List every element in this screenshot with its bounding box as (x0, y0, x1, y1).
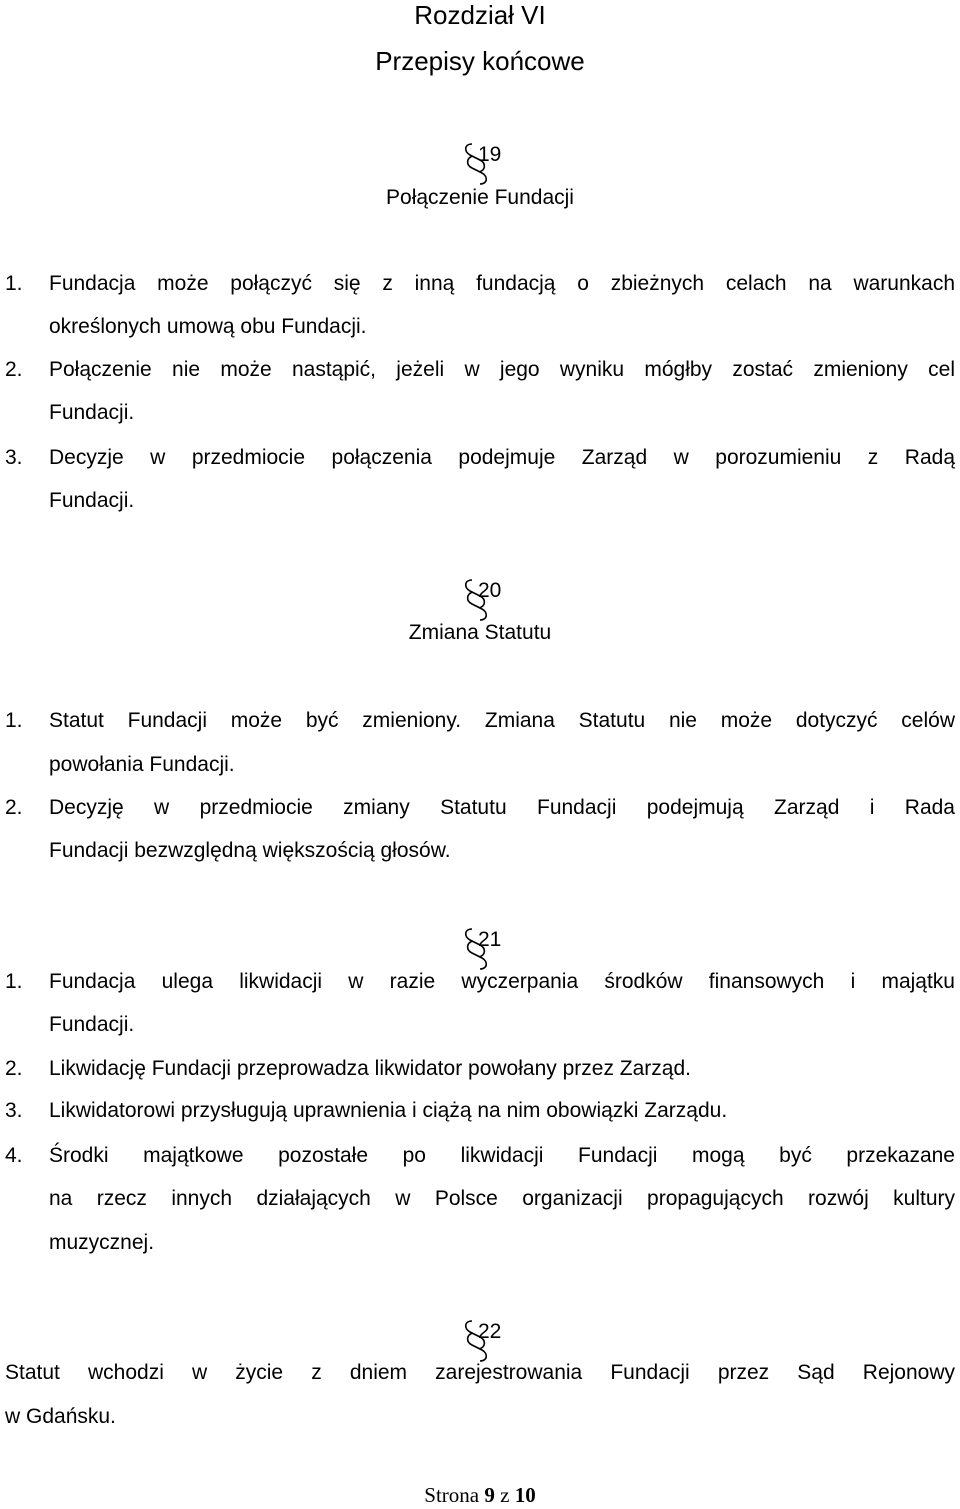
item-number: 1. (5, 970, 23, 993)
chapter-title: Przepisy końcowe (375, 46, 585, 76)
item-line: Likwidatorowi przysługują uprawnienia i ciążą na nim obowiązki Zarządu. (49, 1099, 728, 1122)
section-20-number: 20 (478, 579, 502, 602)
footer-total-pages: 10 (514, 1483, 536, 1507)
item-number: 2. (5, 358, 23, 381)
item-number: 3. (5, 1099, 23, 1122)
item-line: Statut Fundacji może być zmieniony. Zmiana Statutu nie może dotyczyć celów (49, 709, 955, 732)
item-number: 1. (5, 709, 23, 732)
section-20-heading: Zmiana Statutu (408, 621, 552, 644)
item-line: Fundacji. (49, 489, 135, 512)
section-19-heading: Połączenie Fundacji (386, 186, 574, 209)
footer-prefix: Strona (424, 1483, 480, 1507)
chapter-label: Rozdział VI (414, 0, 546, 30)
section-22-text-line-2: w Gdańsku. (5, 1405, 116, 1428)
item-number: 4. (5, 1144, 23, 1167)
item-number: 3. (5, 446, 23, 469)
item-line: Fundacja może połączyć się z inną fundacją o zbieżnych celach na warunkach (49, 272, 955, 295)
item-line: powołania Fundacji. (49, 753, 235, 776)
item-line: Decyzję w przedmiocie zmiany Statutu Fundacji podejmują Zarząd i Rada (49, 796, 955, 819)
item-line: Fundacji bezwzględną większością głosów. (49, 839, 451, 862)
item-line: Likwidację Fundacji przeprowadza likwidator powołany przez Zarząd. (49, 1057, 691, 1080)
item-line: Środki majątkowe pozostałe po likwidacji Fundacji mogą być przekazane (49, 1144, 955, 1167)
item-number: 2. (5, 1057, 23, 1080)
item-number: 2. (5, 796, 23, 819)
footer-page-number: 9 (484, 1483, 495, 1507)
section-22-number: 22 (478, 1320, 502, 1343)
section-21-number: 21 (478, 928, 502, 951)
item-line: Decyzje w przedmiocie połączenia podejmuje Zarząd w porozumieniu z Radą (49, 446, 955, 469)
item-line: muzycznej. (49, 1231, 155, 1254)
item-line: określonych umową obu Fundacji. (49, 315, 367, 338)
section-19-number: 19 (478, 143, 502, 166)
item-line: na rzecz innych działających w Polsce organizacji propagujących rozwój kultury (49, 1187, 955, 1210)
item-line: Połączenie nie może nastąpić, jeżeli w jego wyniku mógłby zostać zmieniony cel (49, 358, 955, 381)
page-footer (0, 1483, 960, 1508)
item-number: 1. (5, 272, 23, 295)
item-line: Fundacja ulega likwidacji w razie wyczerpania środków finansowych i majątku (49, 970, 955, 993)
item-line: Fundacji. (49, 1013, 135, 1036)
section-22-text-line-1: Statut wchodzi w życie z dniem zarejestrowania Fundacji przez Sąd Rejonowy (5, 1361, 955, 1384)
footer-separator: z (500, 1483, 510, 1507)
item-line: Fundacji. (49, 401, 135, 424)
